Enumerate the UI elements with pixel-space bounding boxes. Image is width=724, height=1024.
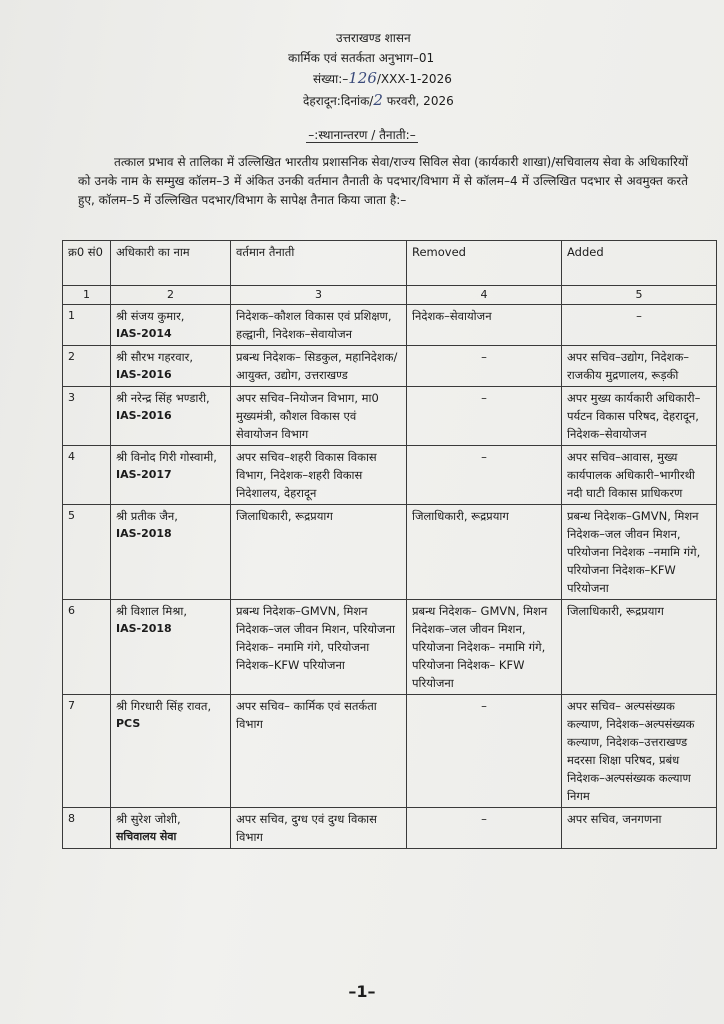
added-charge: अपर सचिव, जनगणना <box>562 808 717 849</box>
section-title: कार्मिक एवं सतर्कता अनुभाग–01 <box>288 51 435 65</box>
header-officer-name: अधिकारी का नाम <box>111 241 231 286</box>
header-added: Added <box>562 241 717 286</box>
row-serial: 3 <box>63 387 111 446</box>
table-row <box>63 505 717 600</box>
column-number: 1 <box>63 286 111 305</box>
table-row <box>63 387 717 446</box>
current-posting: अपर सचिव– कार्मिक एवं सतर्कता विभाग <box>231 695 407 808</box>
subject-line <box>0 126 724 143</box>
removed-charge: प्रबन्ध निदेशक– GMVN, मिशन निदेशक–जल जीवन मिशन, परियोजना निदेशक– नमामि गंगे, परियोजना निदेशक– KFW परियोजना <box>407 600 562 695</box>
page-number: –1– <box>348 982 376 1001</box>
subject-text: –:स्थानान्तरण / तैनाती:– <box>308 128 416 142</box>
row-serial: 5 <box>63 505 111 600</box>
table-row <box>63 808 717 849</box>
column-number: 5 <box>562 286 717 305</box>
table-row <box>63 305 717 346</box>
table-row <box>63 346 717 387</box>
govt-title: उत्तराखण्ड शासन <box>336 31 411 45</box>
date-suffix: फरवरी, 2026 <box>382 94 454 108</box>
added-charge: अपर सचिव–उद्योग, निदेशक–राजकीय मुद्रणालय, रूड़की <box>562 346 717 387</box>
current-posting: अपर सचिव–नियोजन विभाग, मा0 मुख्यमंत्री, कौशल विकास एवं सेवायोजन विभाग <box>231 387 407 446</box>
removed-charge: निदेशक–सेवायोजन <box>407 305 562 346</box>
handwritten-reference: 126 <box>348 69 377 87</box>
reference-number <box>313 70 452 87</box>
added-charge: अपर सचिव– अल्पसंख्यक कल्याण, निदेशक–अल्पसंख्यक कल्याण, निदेशक–उत्तराखण्ड मदरसा शिक्षा परिषद, प्रबंध निदेशक–अल्पसंख्यक कल्याण निगम <box>562 695 717 808</box>
officer-cell <box>111 387 231 446</box>
officer-service: IAS-2017 <box>116 468 172 481</box>
officer-name: श्री संजय कुमार, <box>116 309 185 323</box>
column-number: 3 <box>231 286 407 305</box>
officer-name: श्री प्रतीक जैन, <box>116 509 178 523</box>
officer-cell <box>111 808 231 849</box>
added-charge: अपर मुख्य कार्यकारी अधिकारी–पर्यटन विकास परिषद, देहरादून, निदेशक–सेवायोजन <box>562 387 717 446</box>
row-serial: 6 <box>63 600 111 695</box>
row-serial: 2 <box>63 346 111 387</box>
added-charge: प्रबन्ध निदेशक–GMVN, मिशन निदेशक–जल जीवन मिशन, परियोजना निदेशक –नमामि गंगे, परियोजना निदेशक–KFW परियोजना <box>562 505 717 600</box>
order-text: तत्काल प्रभाव से तालिका में उल्लिखित भारतीय प्रशासनिक सेवा/राज्य सिविल सेवा (कार्यकारी शाखा)/सचिवालय सेवा के अधिकारियों को उनके नाम के सम्मुख कॉलम–3 में अंकित उनकी वर्तमान तैनाती के पदभार/विभाग में से कॉलम–4 में उल्लिखित पदभार से अवमुक्त करते हुए, कॉलम–5 में उल्लिखित पदभार/विभाग के सापेक्ष तैनात किया जाता है:– <box>78 155 688 207</box>
officer-cell <box>111 446 231 505</box>
removed-charge: – <box>407 808 562 849</box>
officer-cell <box>111 695 231 808</box>
current-posting: अपर सचिव–शहरी विकास विकास विभाग, निदेशक–शहरी विकास निदेशालय, देहरादून <box>231 446 407 505</box>
table-header-row <box>63 241 717 286</box>
header-current-posting: वर्तमान तैनाती <box>231 241 407 286</box>
officer-cell <box>111 346 231 387</box>
column-number: 4 <box>407 286 562 305</box>
current-posting: अपर सचिव, दुग्ध एवं दुग्ध विकास विभाग <box>231 808 407 849</box>
officer-service: PCS <box>116 717 141 730</box>
handwritten-date: 2 <box>373 91 383 109</box>
removed-charge: जिलाधिकारी, रूद्रप्रयाग <box>407 505 562 600</box>
removed-charge: – <box>407 346 562 387</box>
header-removed: Removed <box>407 241 562 286</box>
row-serial: 7 <box>63 695 111 808</box>
officer-service: IAS-2014 <box>116 327 172 340</box>
reference-label: संख्या:– <box>313 72 349 86</box>
removed-charge: – <box>407 446 562 505</box>
row-serial: 8 <box>63 808 111 849</box>
added-charge: जिलाधिकारी, रूद्रप्रयाग <box>562 600 717 695</box>
removed-charge: – <box>407 695 562 808</box>
officer-service: IAS-2018 <box>116 622 172 635</box>
officer-service: IAS-2016 <box>116 368 172 381</box>
officer-name: श्री विशाल मिश्रा, <box>116 604 188 618</box>
officer-service: IAS-2018 <box>116 527 172 540</box>
current-posting: प्रबन्ध निदेशक– सिडकुल, महानिदेशक/आयुक्त, उद्योग, उत्तराखण्ड <box>231 346 407 387</box>
added-charge: – <box>562 305 717 346</box>
date-label: देहरादून:दिनांक/ <box>303 94 374 108</box>
officer-service: IAS-2016 <box>116 409 172 422</box>
header-serial: क्र0 सं0 <box>63 241 111 286</box>
added-charge: अपर सचिव–आवास, मुख्य कार्यपालक अधिकारी–भागीरथी नदी घाटी विकास प्राधिकरण <box>562 446 717 505</box>
table-row <box>63 446 717 505</box>
officer-cell <box>111 600 231 695</box>
reference-suffix: /XXX-1-2026 <box>376 72 452 86</box>
row-serial: 1 <box>63 305 111 346</box>
column-number: 2 <box>111 286 231 305</box>
column-number-row <box>63 286 717 305</box>
officer-service: सचिवालय सेवा <box>116 830 177 843</box>
current-posting: निदेशक–कौशल विकास एवं प्रशिक्षण, हल्द्वानी, निदेशक–सेवायोजन <box>231 305 407 346</box>
table-row <box>63 695 717 808</box>
current-posting: प्रबन्ध निदेशक–GMVN, मिशन निदेशक–जल जीवन मिशन, परियोजना निदेशक– नमामि गंगे, परियोजना निदेशक–KFW परियोजना <box>231 600 407 695</box>
officer-cell <box>111 505 231 600</box>
officer-name: श्री विनोद गिरी गोस्वामी, <box>116 450 217 464</box>
row-serial: 4 <box>63 446 111 505</box>
officer-cell <box>111 305 231 346</box>
table-row <box>63 600 717 695</box>
order-paragraph <box>78 153 688 210</box>
transfer-table <box>62 240 717 849</box>
officer-name: श्री गिरधारी सिंह रावत, <box>116 699 212 713</box>
officer-name: श्री नरेन्द्र सिंह भण्डारी, <box>116 391 210 405</box>
issue-date <box>303 92 454 109</box>
officer-name: श्री सुरेश जोशी, <box>116 812 181 826</box>
removed-charge: – <box>407 387 562 446</box>
current-posting: जिलाधिकारी, रूद्रप्रयाग <box>231 505 407 600</box>
officer-name: श्री सौरभ गहरवार, <box>116 350 193 364</box>
